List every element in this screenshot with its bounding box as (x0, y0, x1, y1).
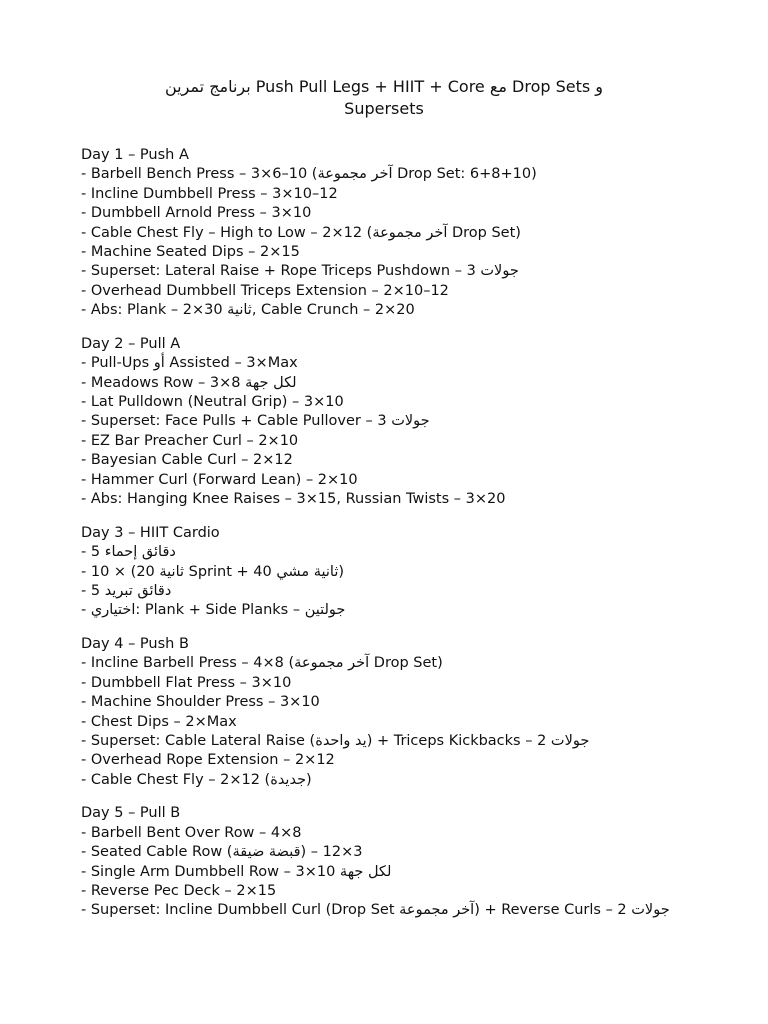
exercise-line: - Reverse Pec Deck – 2×15 (81, 882, 277, 899)
exercise-line: - Barbell Bent Over Row – 4×8 (81, 824, 302, 841)
exercise-line: - Superset: Cable Lateral Raise (يد واحدة) + Triceps Kickbacks – 2 جولات (81, 732, 590, 749)
exercise-line: - 10 × (20 ثانية Sprint + 40 ثانية مشي) (81, 563, 345, 580)
exercise-line: - Superset: Lateral Raise + Rope Triceps Pushdown – 3 جولات (81, 263, 519, 280)
exercise-line: - Abs: Hanging Knee Raises – 3×15, Russian Twists – 3×20 (81, 491, 506, 508)
exercise-line: - EZ Bar Preacher Curl – 2×10 (81, 432, 299, 449)
exercise-line: - Incline Barbell Press – 4×8 (آخر مجموعة Drop Set) (81, 655, 443, 672)
exercise-line: - Overhead Rope Extension – 2×12 (81, 752, 335, 769)
exercise-line: - Chest Dips – 2×Max (81, 713, 237, 730)
title-line-1: برنامج تمرين Push Pull Legs + HIIT + Core مع Drop Sets و (164, 77, 604, 96)
exercise-line: - Bayesian Cable Curl – 2×12 (81, 452, 293, 469)
day-3-section (81, 524, 701, 621)
day-heading: Day 4 – Push B (81, 635, 189, 652)
day-heading: Day 5 – Pull B (81, 805, 181, 822)
exercise-line: - Pull-Ups أو Assisted – 3×Max (81, 355, 298, 372)
day-heading: Day 3 – HIIT Cardio (81, 524, 220, 541)
exercise-line: - اختياري: Plank + Side Planks – جولتين (81, 602, 346, 619)
workout-plan (81, 146, 701, 935)
title-line-2: Supersets (344, 99, 424, 118)
exercise-line: - Hammer Curl (Forward Lean) – 2×10 (81, 471, 358, 488)
exercise-line: - Abs: Plank – 2×30 ثانية, Cable Crunch – 2×20 (81, 302, 415, 319)
exercise-line: - Superset: Face Pulls + Cable Pullover – 3 جولات (81, 413, 430, 430)
exercise-line: - Machine Seated Dips – 2×15 (81, 244, 300, 261)
exercise-line: - Superset: Incline Dumbbell Curl (Drop Set آخر مجموعة) + Reverse Curls – 2 جولات (81, 902, 670, 919)
day-heading: Day 1 – Push A (81, 147, 189, 163)
exercise-line: - Cable Chest Fly – High to Low – 2×12 (آخر مجموعة Drop Set) (81, 224, 521, 241)
day-1-section (81, 146, 701, 321)
exercise-line: - Dumbbell Flat Press – 3×10 (81, 674, 292, 691)
exercise-line: - Overhead Dumbbell Triceps Extension – 2×10–12 (81, 282, 449, 299)
day-4-section (81, 635, 701, 790)
exercise-line: - Seated Cable Row (قبضة ضيقة) – 3×12 (81, 844, 363, 861)
day-5-section (81, 804, 701, 920)
exercise-line: - Barbell Bench Press – 3×6–10 (آخر مجموعة Drop Set: 6+8+10) (81, 166, 537, 183)
day-heading: Day 2 – Pull A (81, 335, 181, 352)
exercise-line: - Lat Pulldown (Neutral Grip) – 3×10 (81, 394, 344, 411)
document-title (60, 76, 708, 120)
exercise-line: - 5 دقائق تبريد (81, 582, 172, 599)
exercise-line: - Cable Chest Fly – 2×12 (جديدة) (81, 771, 312, 788)
exercise-line: - Machine Shoulder Press – 3×10 (81, 694, 320, 711)
exercise-line: - 5 دقائق إحماء (81, 544, 176, 561)
exercise-line: - Meadows Row – 3×8 لكل جهة (81, 374, 297, 391)
exercise-line: - Single Arm Dumbbell Row – 3×10 لكل جهة (81, 863, 392, 880)
exercise-line: - Dumbbell Arnold Press – 3×10 (81, 205, 312, 222)
exercise-line: - Incline Dumbbell Press – 3×10–12 (81, 185, 338, 202)
day-2-section (81, 335, 701, 510)
